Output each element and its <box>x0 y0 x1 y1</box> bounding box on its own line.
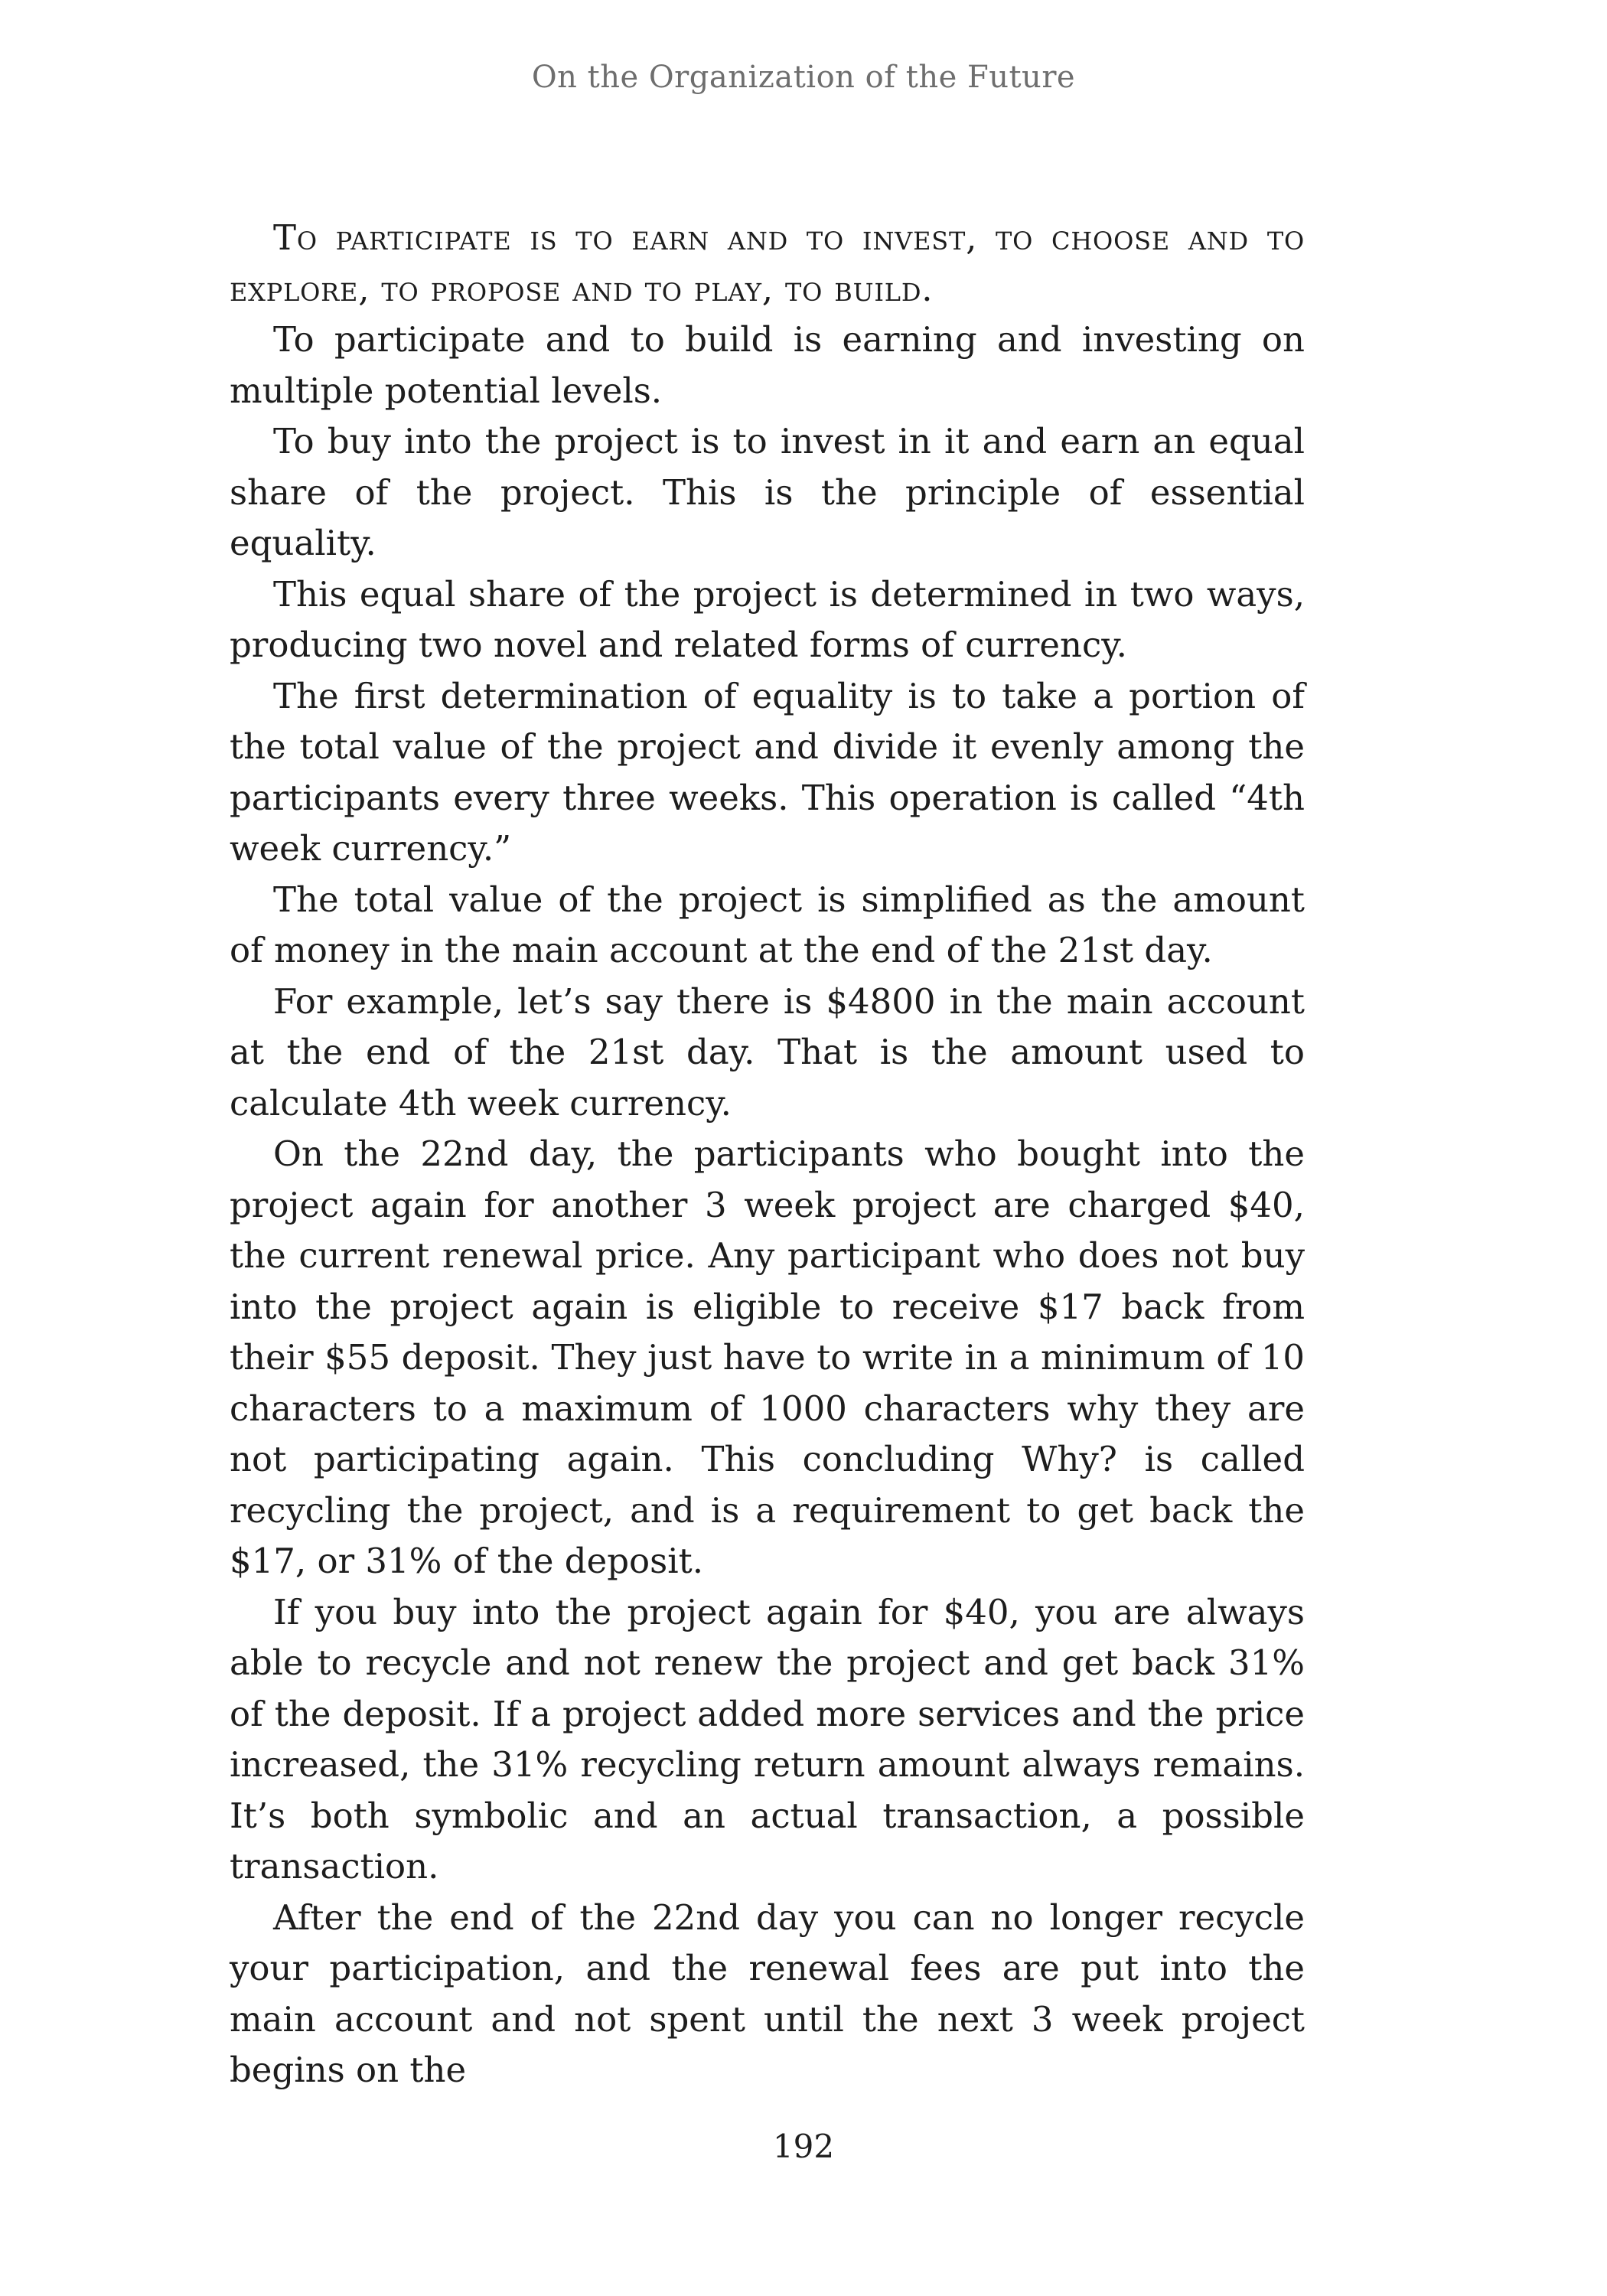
paragraph: On the 22nd day, the participants who bought into the project again for another 3 week project are charged $40, the current renewal price. Any participant who does not buy into the project again is eligible to receive $17 back from their $55 deposit. They just have to write in a minimum of 10 characters to a maximum of 1000 characters why they are not participating again. This concluding Why? is called recycling the project, and is a requirement to get back the $17, or 31% of the deposit. <box>230 1133 1305 1581</box>
body-text <box>230 213 1305 2096</box>
paragraph: After the end of the 22nd day you can no longer recycle your participation, and the renewal fees are put into the main account and not spent until the next 3 week project begins on the <box>230 1896 1305 2090</box>
running-head: On the Organization of the Future <box>531 60 1076 95</box>
paragraph: This equal share of the project is determined in two ways, producing two novel and related forms of currency. <box>230 573 1305 665</box>
paragraph: To participate and to build is earning and investing on multiple potential levels. <box>230 319 1305 411</box>
paragraph: The first determination of equality is to take a portion of the total value of the project and divide it evenly among the participants every three weeks. This operation is called “4th week currency.” <box>230 675 1305 869</box>
opening-paragraph: To participate is to earn and to invest, to choose and to explore, to propose and to play, to build. <box>230 217 1305 309</box>
paragraph: The total value of the project is simplified as the amount of money in the main account at the end of the 21st day. <box>230 879 1305 970</box>
paragraph: For example, let’s say there is $4800 in the main account at the end of the 21st day. That is the amount used to calculate 4th week currency. <box>230 980 1305 1124</box>
paragraph: If you buy into the project again for $40, you are always able to recycle and not renew the project and get back 31% of the deposit. If a project added more services and the price increased, the 31% recycling return amount always remains. It’s both symbolic and an actual transaction, a possible transaction. <box>230 1591 1305 1887</box>
page-number: 192 <box>772 2128 835 2165</box>
paragraph: To buy into the project is to invest in it and earn an equal share of the project. This is the principle of essential equality. <box>230 421 1305 563</box>
